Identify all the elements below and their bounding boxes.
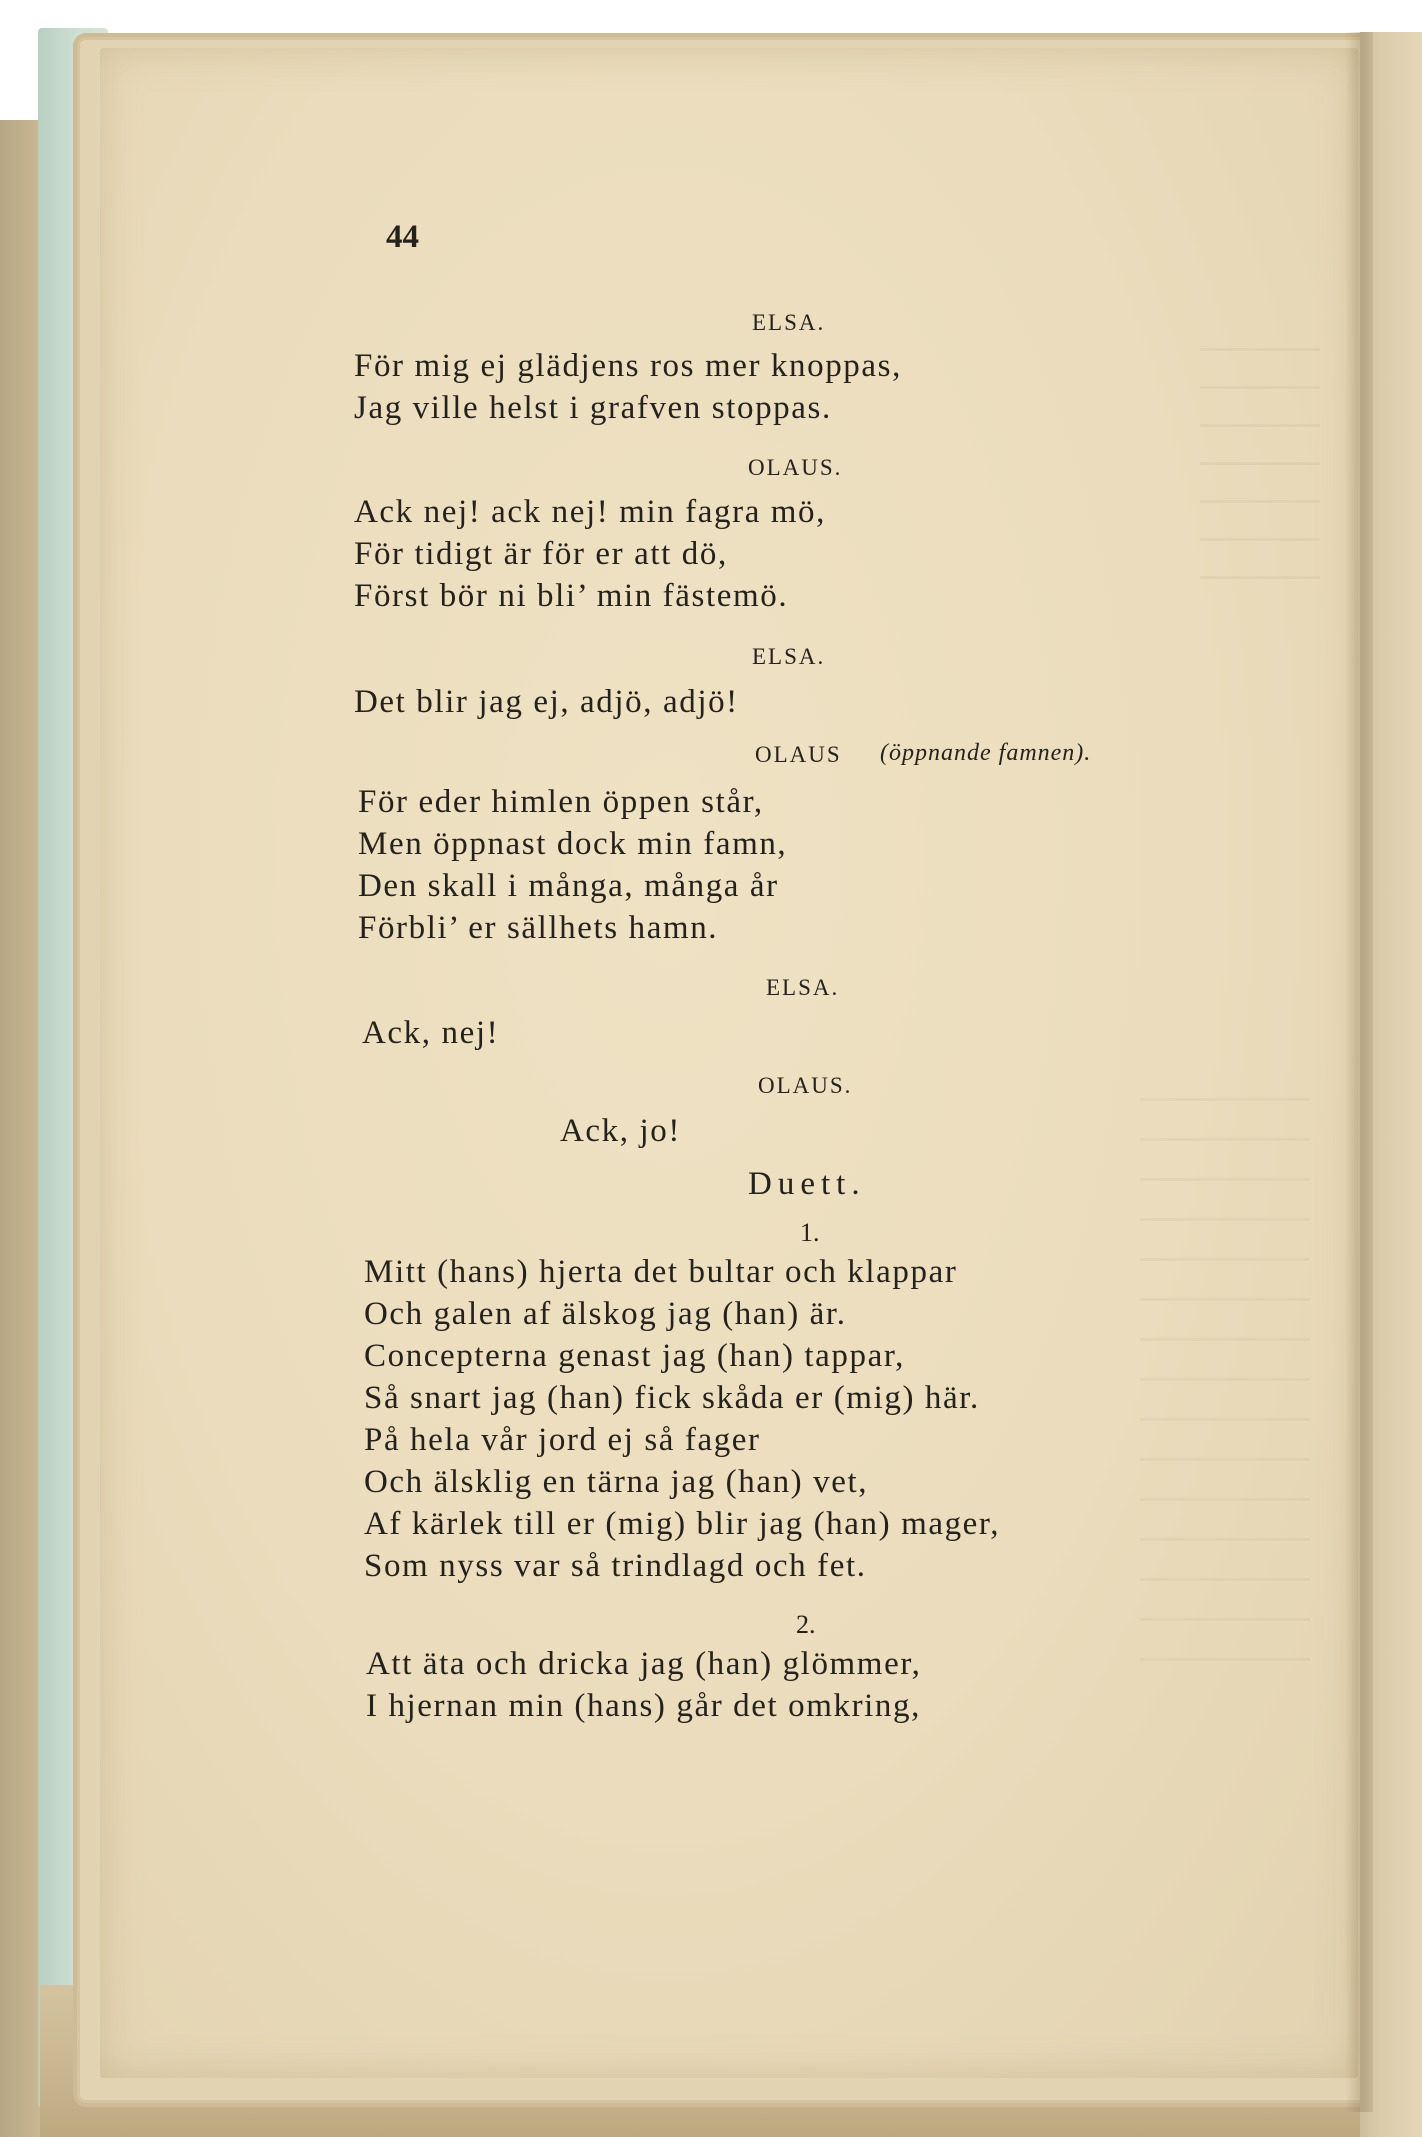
speaker-heading-olaus: OLAUS. bbox=[758, 1073, 853, 1098]
verse-line: Men öppnast dock min famn, bbox=[358, 826, 788, 862]
verse-line: Som nyss var så trindlagd och fet. bbox=[364, 1548, 867, 1584]
speaker-heading-olaus: OLAUS. bbox=[748, 455, 843, 480]
speaker-heading-olaus: OLAUS bbox=[755, 742, 842, 767]
show-through-texture bbox=[1140, 1098, 1310, 1698]
verse-line: För eder himlen öppen står, bbox=[358, 784, 764, 820]
verse-line: Och galen af älskog jag (han) är. bbox=[364, 1296, 847, 1332]
verse-line: Att äta och dricka jag (han) glömmer, bbox=[366, 1646, 922, 1682]
page-number: 44 bbox=[386, 219, 419, 255]
verse-line: Den skall i många, många år bbox=[358, 868, 779, 904]
verse-line: Jag ville helst i grafven stoppas. bbox=[354, 390, 832, 426]
verse-line: Ack, nej! bbox=[362, 1015, 500, 1051]
speaker-heading-elsa: ELSA. bbox=[752, 644, 826, 669]
gutter-shadow bbox=[1345, 32, 1373, 2112]
section-heading-duett: Duett. bbox=[748, 1166, 866, 1202]
verse-line: Först bör ni bli’ min fästemö. bbox=[354, 578, 789, 614]
stage-direction: (öppnande famnen). bbox=[880, 740, 1092, 766]
speaker-heading-elsa: ELSA. bbox=[766, 975, 840, 1000]
verse-number: 2. bbox=[796, 1610, 816, 1639]
verse-line: Af kärlek till er (mig) blir jag (han) mager, bbox=[364, 1506, 1001, 1542]
verse-line: Mitt (hans) hjerta det bultar och klappar bbox=[364, 1254, 958, 1290]
verse-line: Så snart jag (han) fick skåda er (mig) här. bbox=[364, 1380, 980, 1416]
verse-line: För tidigt är för er att dö, bbox=[354, 536, 728, 572]
verse-line: Och älsklig en tärna jag (han) vet, bbox=[364, 1464, 869, 1500]
verse-number: 1. bbox=[800, 1218, 820, 1247]
verse-line: På hela vår jord ej så fager bbox=[364, 1422, 761, 1458]
speaker-heading-elsa: ELSA. bbox=[752, 310, 826, 335]
show-through-texture bbox=[1200, 348, 1320, 608]
verse-line: Concepterna genast jag (han) tappar, bbox=[364, 1338, 905, 1374]
verse-line: I hjernan min (hans) går det omkring, bbox=[366, 1688, 921, 1724]
verse-line: Ack, jo! bbox=[560, 1113, 681, 1149]
verse-line: Förbli’ er sällhets hamn. bbox=[358, 910, 719, 946]
verse-line: Ack nej! ack nej! min fagra mö, bbox=[354, 494, 827, 530]
verse-line: Det blir jag ej, adjö, adjö! bbox=[354, 684, 739, 720]
verse-line: För mig ej glädjens ros mer knoppas, bbox=[354, 348, 902, 384]
